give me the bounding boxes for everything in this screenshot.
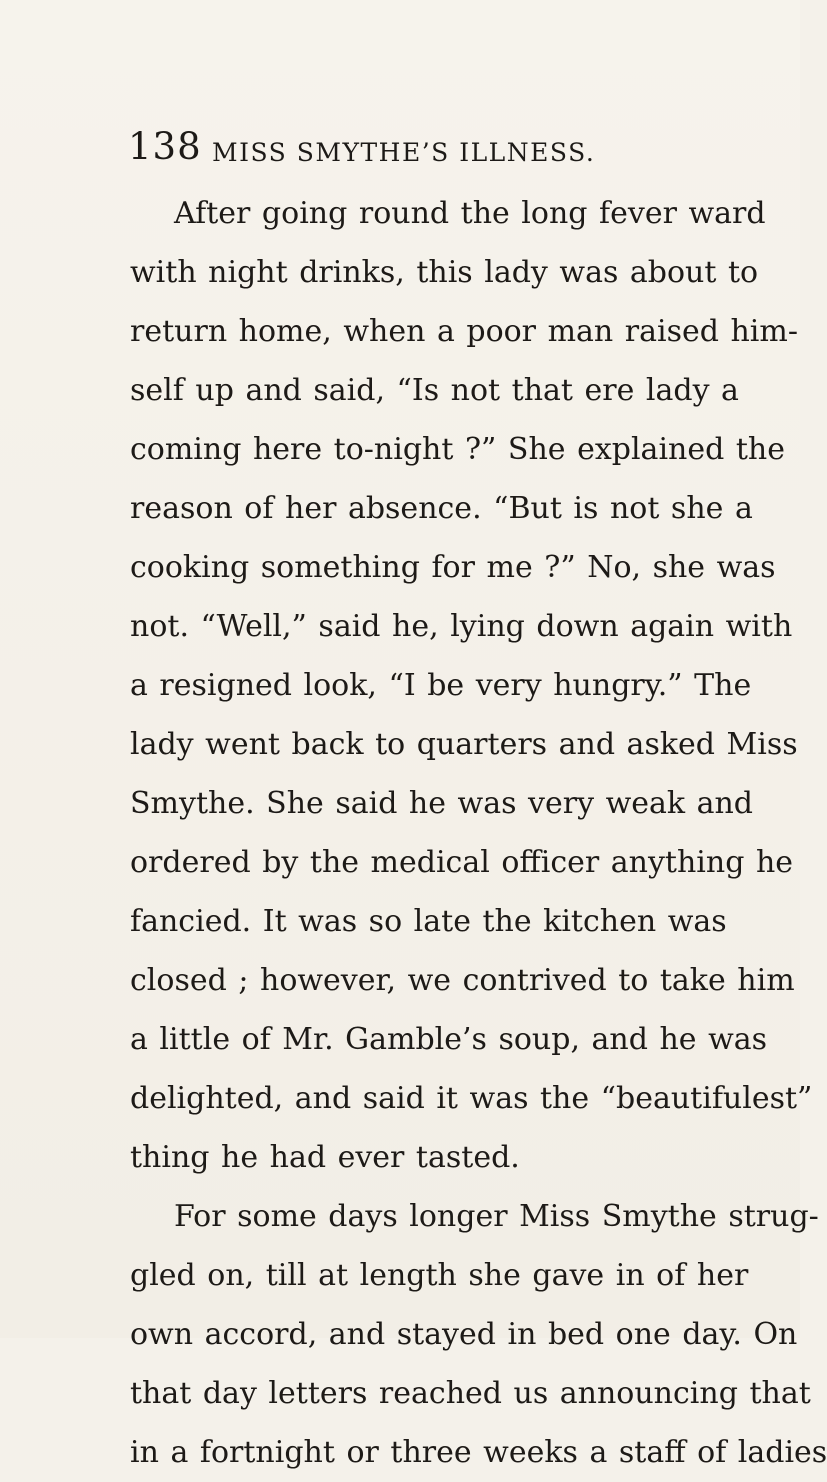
text-line-22: in a fortnight or three weeks a staff of ladies: [130, 1435, 827, 1470]
text-line-2: with night drinks, this lady was about to: [130, 255, 759, 290]
page-header: [128, 125, 688, 176]
text-line-9: a resigned look, “I be very hungry.” The: [130, 668, 752, 703]
text-line-5: coming here to-night ?” She explained the: [130, 432, 785, 467]
text-line-4: self up and said, “Is not that ere lady a: [130, 373, 739, 408]
text-line-18: For some days longer Miss Smythe strug-: [174, 1199, 819, 1234]
text-line-14: closed ; however, we contrived to take him: [130, 963, 795, 998]
text-line-10: lady went back to quarters and asked Miss: [130, 727, 798, 762]
text-line-16: delighted, and said it was the “beautifulest”: [130, 1081, 813, 1116]
text-line-7: cooking something for me ?” No, she was: [130, 550, 776, 585]
running-title: MISS SMYTHE’S ILLNESS.: [212, 138, 596, 167]
page-number: 138: [128, 125, 202, 168]
text-line-20: own accord, and stayed in bed one day. On: [130, 1317, 798, 1352]
text-line-21: that day letters reached us announcing that: [130, 1376, 811, 1411]
text-line-19: gled on, till at length she gave in of her: [130, 1258, 749, 1293]
text-line-13: fancied. It was so late the kitchen was: [130, 904, 727, 939]
text-line-12: ordered by the medical officer anything he: [130, 845, 794, 880]
text-line-17: thing he had ever tasted.: [130, 1140, 520, 1175]
text-line-15: a little of Mr. Gamble’s soup, and he was: [130, 1022, 768, 1057]
text-line-3: return home, when a poor man raised him-: [130, 314, 798, 349]
text-line-1: After going round the long fever ward: [174, 196, 766, 231]
body-text: [130, 184, 827, 1482]
text-line-11: Smythe. She said he was very weak and: [130, 786, 754, 821]
text-line-6: reason of her absence. “But is not she a: [130, 491, 753, 526]
text-line-8: not. “Well,” said he, lying down again with: [130, 609, 793, 644]
